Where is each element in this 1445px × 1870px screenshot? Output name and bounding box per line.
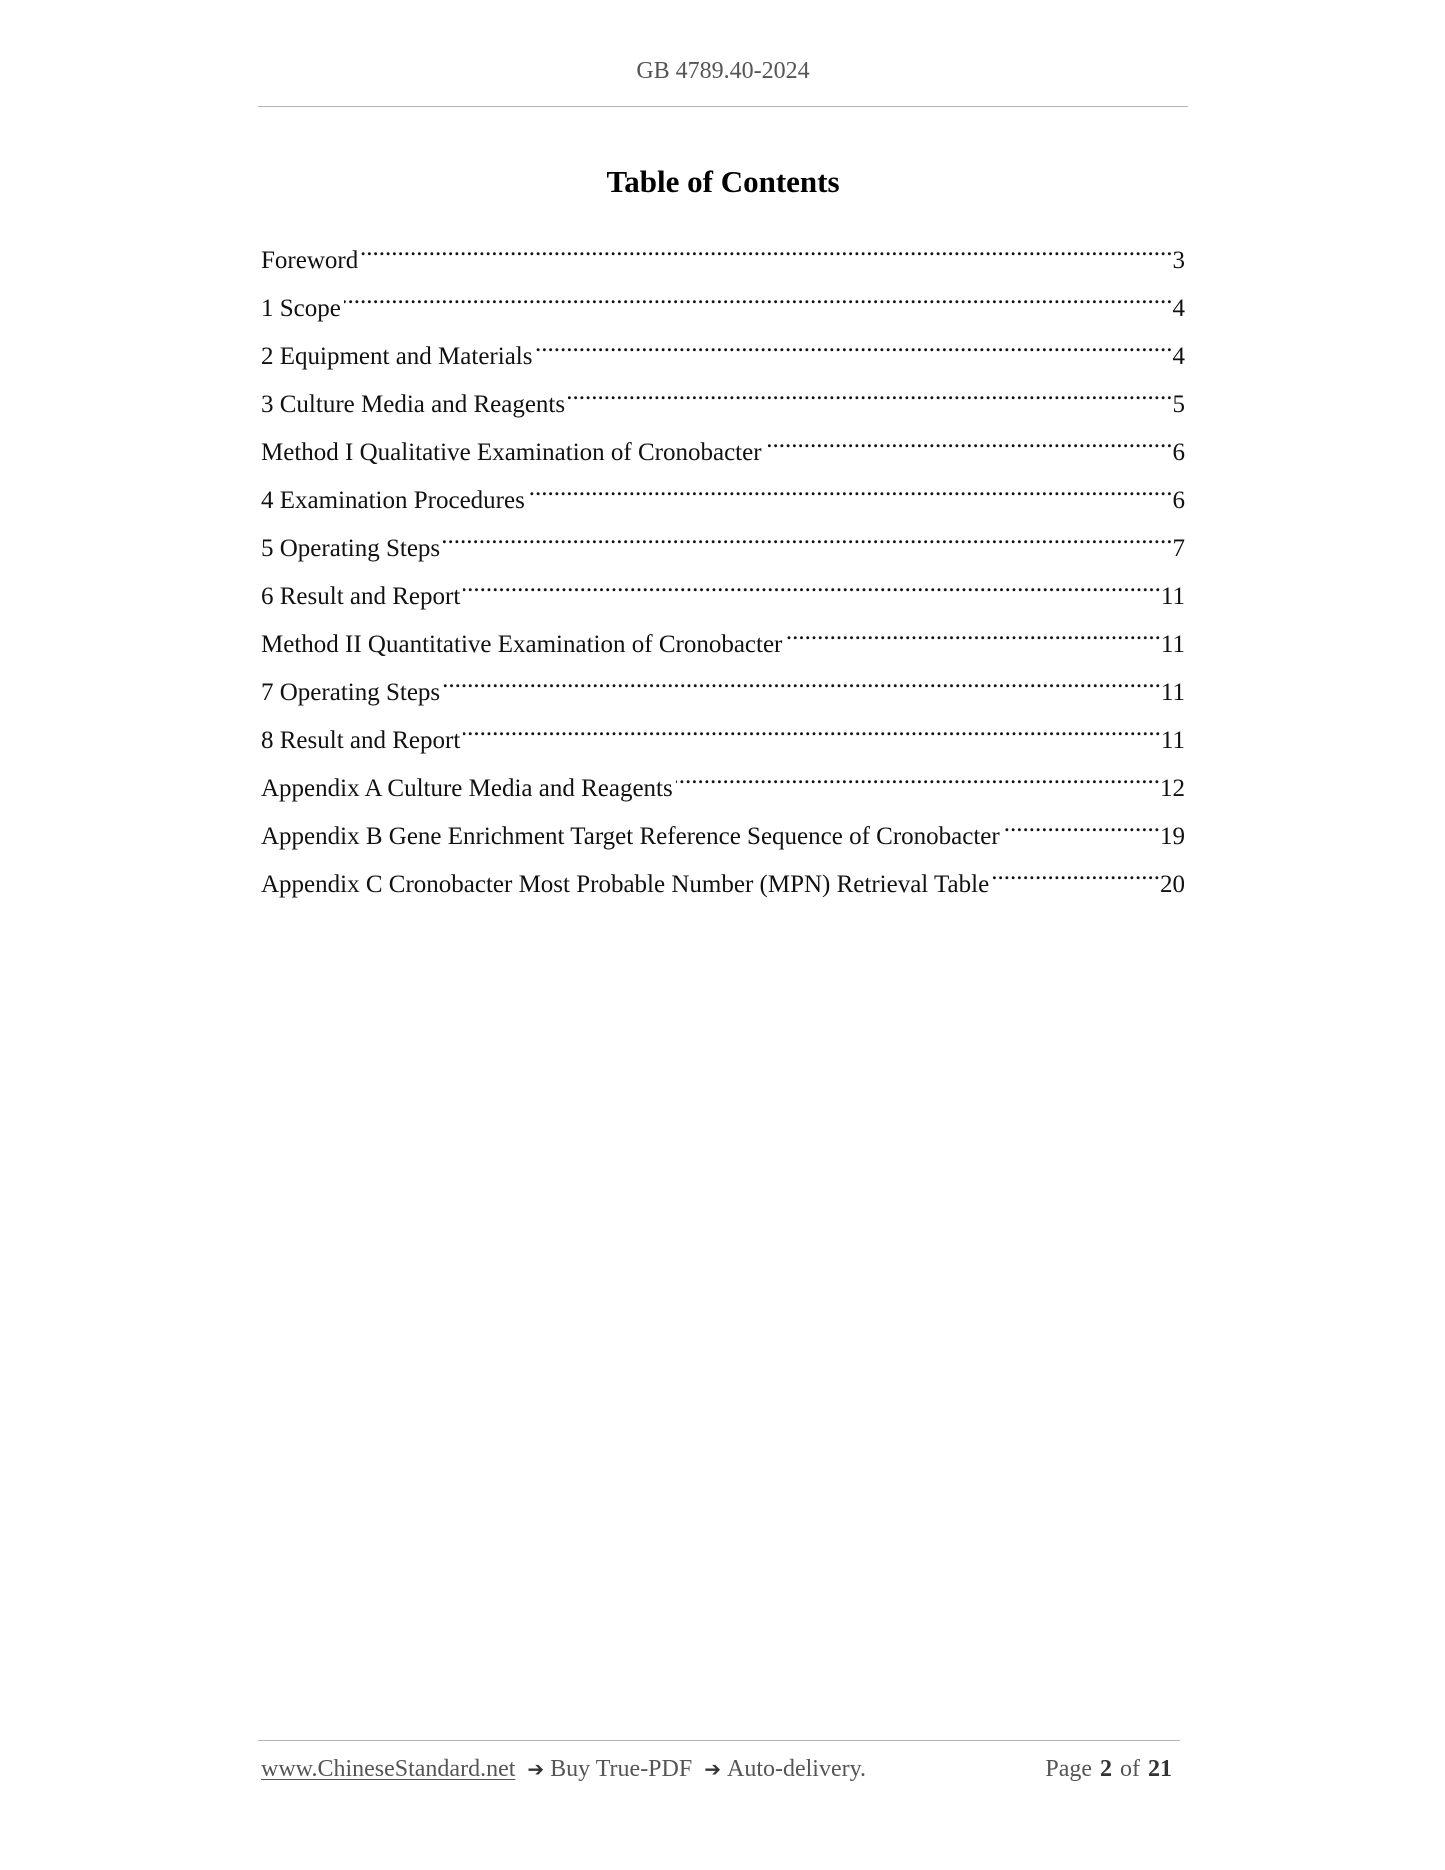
toc-leader-dots xyxy=(463,708,1161,748)
page-word: Page xyxy=(1045,1756,1092,1782)
toc-leader-dots xyxy=(992,852,1160,892)
toc-entry-scope[interactable] xyxy=(261,276,1185,324)
toc-entry-label: 4 Examination Procedures xyxy=(261,487,525,514)
toc-entry-page: 4 xyxy=(1172,295,1185,322)
toc-entry-method-2[interactable] xyxy=(261,612,1185,660)
toc-entry-method-1[interactable] xyxy=(261,420,1185,468)
toc-entry-examination-procedures[interactable] xyxy=(261,468,1185,516)
toc-leader-dots xyxy=(568,372,1172,412)
toc-leader-dots xyxy=(361,228,1172,268)
toc-leader-dots xyxy=(344,276,1173,316)
footer-divider xyxy=(258,1740,1180,1741)
toc-entry-page: 6 xyxy=(1172,487,1185,514)
toc-entry-appendix-a[interactable] xyxy=(261,756,1185,804)
buy-text: Buy True-PDF xyxy=(550,1756,693,1782)
toc-entry-result-report-6[interactable] xyxy=(261,564,1185,612)
toc-entry-page: 12 xyxy=(1160,775,1185,802)
arrow-right-icon: ➔ xyxy=(527,1757,545,1781)
toc-entry-operating-steps-7[interactable] xyxy=(261,660,1185,708)
toc-entry-label: Appendix B Gene Enrichment Target Reference Sequence of Cronobacter xyxy=(261,823,1000,850)
current-page: 2 xyxy=(1100,1756,1112,1782)
arrow-right-icon: ➔ xyxy=(704,1757,721,1781)
toc-entry-page: 19 xyxy=(1160,823,1185,850)
toc-leader-dots xyxy=(528,468,1173,508)
toc-list xyxy=(261,228,1185,900)
page-header xyxy=(258,58,1188,85)
toc-entry-label: 2 Equipment and Materials xyxy=(261,343,533,370)
toc-entry-appendix-c[interactable] xyxy=(261,852,1185,900)
toc-entry-label: 7 Operating Steps xyxy=(261,679,441,706)
toc-entry-page: 11 xyxy=(1160,631,1185,658)
toc-entry-label: 6 Result and Report xyxy=(261,583,461,610)
toc-entry-page: 11 xyxy=(1160,583,1185,610)
toc-entry-equipment[interactable] xyxy=(261,324,1185,372)
footer-promo xyxy=(261,1756,866,1783)
total-pages: 21 xyxy=(1148,1756,1172,1782)
toc-leader-dots xyxy=(463,564,1161,604)
toc-entry-page: 20 xyxy=(1160,871,1185,898)
toc-title: Table of Contents xyxy=(606,164,840,199)
toc-entry-label: 3 Culture Media and Reagents xyxy=(261,391,566,418)
toc-entry-page: 5 xyxy=(1172,391,1185,418)
toc-leader-dots xyxy=(765,420,1173,460)
delivery-text: Auto-delivery. xyxy=(726,1756,867,1782)
toc-entry-page: 4 xyxy=(1172,343,1185,370)
toc-leader-dots xyxy=(443,516,1172,556)
toc-entry-page: 3 xyxy=(1172,247,1185,274)
toc-entry-label: Method II Quantitative Examination of Cronobacter xyxy=(261,631,783,658)
toc-entry-label: 8 Result and Report xyxy=(261,727,461,754)
toc-entry-page: 11 xyxy=(1160,679,1185,706)
page-number xyxy=(1045,1756,1180,1783)
toc-leader-dots xyxy=(1003,804,1160,844)
header-divider xyxy=(258,106,1188,107)
toc-entry-culture-media[interactable] xyxy=(261,372,1185,420)
toc-entry-label: 5 Operating Steps xyxy=(261,535,441,562)
toc-entry-foreword[interactable] xyxy=(261,228,1185,276)
toc-leader-dots xyxy=(443,660,1161,700)
toc-entry-label: Appendix C Cronobacter Most Probable Number (MPN) Retrieval Table xyxy=(261,871,990,898)
toc-leader-dots xyxy=(535,324,1172,364)
toc-entry-label: Appendix A Culture Media and Reagents xyxy=(261,775,673,802)
toc-leader-dots xyxy=(785,612,1161,652)
toc-entry-page: 7 xyxy=(1172,535,1185,562)
toc-leader-dots xyxy=(676,756,1160,796)
toc-entry-label: 1 Scope xyxy=(261,295,341,322)
toc-entry-page: 11 xyxy=(1160,727,1185,754)
of-word: of xyxy=(1120,1756,1140,1782)
toc-entry-label: Method I Qualitative Examination of Cronobacter xyxy=(261,439,762,466)
site-link[interactable]: www.ChineseStandard.net xyxy=(261,1756,516,1782)
document-code: GB 4789.40-2024 xyxy=(636,58,810,84)
toc-entry-appendix-b[interactable] xyxy=(261,804,1185,852)
toc-entry-page: 6 xyxy=(1172,439,1185,466)
toc-entry-result-report-8[interactable] xyxy=(261,708,1185,756)
toc-entry-operating-steps-5[interactable] xyxy=(261,516,1185,564)
toc-entry-label: Foreword xyxy=(261,247,359,274)
